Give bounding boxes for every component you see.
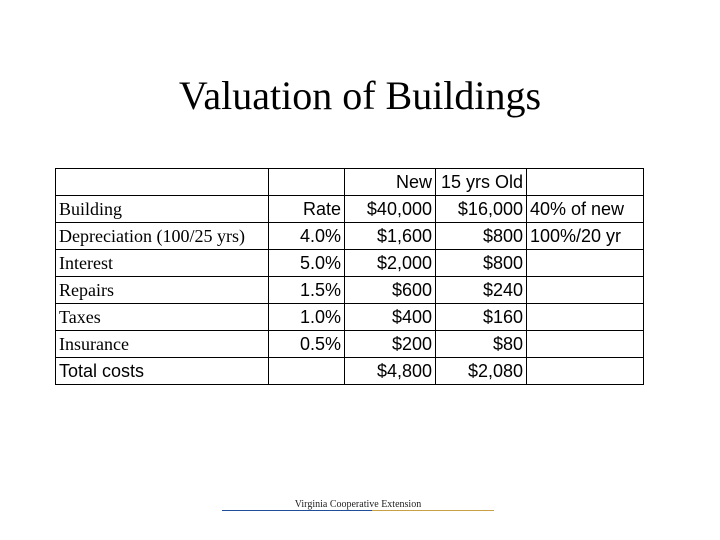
table-row: [56, 250, 644, 277]
header-cell: [56, 169, 269, 196]
old-value-cell: $2,080: [436, 358, 527, 385]
new-value-cell: $40,000: [345, 196, 436, 223]
new-value-cell: $600: [345, 277, 436, 304]
header-cell-new: New: [345, 169, 436, 196]
rate-cell: 5.0%: [269, 250, 345, 277]
table-row: [56, 331, 644, 358]
row-label: Taxes: [56, 304, 269, 331]
row-label: Interest: [56, 250, 269, 277]
old-value-cell: $160: [436, 304, 527, 331]
row-label-total: Total costs: [56, 358, 269, 385]
note-cell: [527, 277, 644, 304]
row-label: Building: [56, 196, 269, 223]
note-cell: [527, 358, 644, 385]
old-value-cell: $800: [436, 223, 527, 250]
rate-cell: 1.0%: [269, 304, 345, 331]
footer-divider-gold: [372, 510, 494, 511]
rate-cell: 0.5%: [269, 331, 345, 358]
note-cell: [527, 331, 644, 358]
row-label: Depreciation (100/25 yrs): [56, 223, 269, 250]
row-label: Insurance: [56, 331, 269, 358]
table-total-row: [56, 358, 644, 385]
footer-text: Virginia Cooperative Extension: [294, 499, 422, 510]
new-value-cell: $4,800: [345, 358, 436, 385]
table-row: [56, 304, 644, 331]
table-row: [56, 223, 644, 250]
note-cell: [527, 304, 644, 331]
row-label: Repairs: [56, 277, 269, 304]
old-value-cell: $240: [436, 277, 527, 304]
old-value-cell: $80: [436, 331, 527, 358]
new-value-cell: $200: [345, 331, 436, 358]
header-cell: [269, 169, 345, 196]
valuation-table: [55, 168, 644, 385]
new-value-cell: $400: [345, 304, 436, 331]
new-value-cell: $1,600: [345, 223, 436, 250]
old-value-cell: $16,000: [436, 196, 527, 223]
footer-logo: [222, 499, 494, 513]
slide-title: Valuation of Buildings: [178, 73, 542, 118]
footer-divider-blue: [222, 510, 372, 511]
rate-cell: 4.0%: [269, 223, 345, 250]
note-cell: 40% of new: [527, 196, 644, 223]
header-cell-15-yrs-old: 15 yrs Old: [436, 169, 527, 196]
rate-cell: [269, 358, 345, 385]
rate-cell: 1.5%: [269, 277, 345, 304]
header-cell: [527, 169, 644, 196]
old-value-cell: $800: [436, 250, 527, 277]
new-value-cell: $2,000: [345, 250, 436, 277]
table-row: [56, 277, 644, 304]
note-cell: 100%/20 yr: [527, 223, 644, 250]
table-row: [56, 196, 644, 223]
table-header-row: [56, 169, 644, 196]
note-cell: [527, 250, 644, 277]
rate-cell: Rate: [269, 196, 345, 223]
